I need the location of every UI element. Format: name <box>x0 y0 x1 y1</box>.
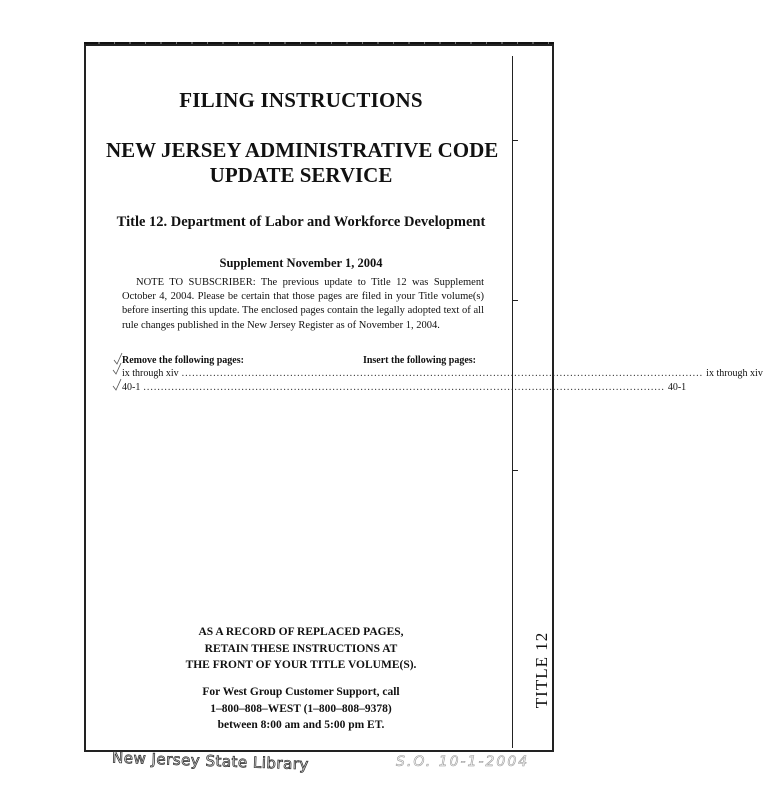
page-row <box>122 368 763 379</box>
support-line: For West Group Customer Support, call <box>202 686 400 698</box>
title-department-heading: Title 12. Department of Labor and Workforce Development <box>116 214 486 230</box>
leader-dots: ..................................................................................................................................................... <box>181 368 704 379</box>
leader-dots: ..................................................................................................................................................... <box>143 382 665 393</box>
update-service-line: UPDATE SERVICE <box>209 163 393 187</box>
check-mark-icon <box>112 378 122 392</box>
support-hours: between 8:00 am and 5:00 pm ET. <box>217 719 385 731</box>
pages-header <box>122 355 476 366</box>
supplement-date: Supplement November 1, 2004 <box>219 256 383 270</box>
admin-code-title <box>106 138 499 188</box>
filing-instructions-title: FILING INSTRUCTIONS <box>179 88 423 112</box>
record-line: RETAIN THESE INSTRUCTIONS AT <box>204 642 398 655</box>
customer-support <box>106 684 496 734</box>
insert-page-range: 40-1 <box>667 382 687 393</box>
remove-page-range: ix through xiv <box>122 368 179 379</box>
spine-divider <box>512 56 513 748</box>
remove-pages-header: Remove the following pages: <box>122 355 244 366</box>
record-line: THE FRONT OF YOUR TITLE VOLUME(S). <box>185 659 417 671</box>
remove-page-range: 40-1 <box>122 382 141 393</box>
page-row <box>122 382 687 393</box>
admin-code-line: NEW JERSEY ADMINISTRATIVE CODE <box>106 138 499 162</box>
insert-pages-header: Insert the following pages: <box>362 355 476 366</box>
date-stamp: S.O. 10-1-2004 <box>396 754 530 770</box>
spine-tick <box>512 300 518 301</box>
subscriber-note: NOTE TO SUBSCRIBER: The previous update to Title 12 was Supplement October 4, 2004. Please be certain that those pages are filed in your Title volume(s) before inserting this update. The enclosed pages contain the legally adopted text of all rule changes published in the New Jersey Register as of November 1, 2004. <box>122 277 484 331</box>
record-notice <box>106 624 496 674</box>
insert-page-range: ix through xiv <box>706 368 763 379</box>
spine-title-label <box>528 620 556 720</box>
spine-tick <box>512 140 518 141</box>
library-stamp: New Jersey State Library <box>111 748 310 774</box>
support-phone: 1–800–808–WEST (1–800–808–9378) <box>210 702 392 715</box>
check-mark-icon <box>112 362 122 376</box>
record-line: AS A RECORD OF REPLACED PAGES, <box>198 626 404 638</box>
spine-tick <box>512 470 518 471</box>
spine-title-text: TITLE 12 <box>532 631 551 709</box>
